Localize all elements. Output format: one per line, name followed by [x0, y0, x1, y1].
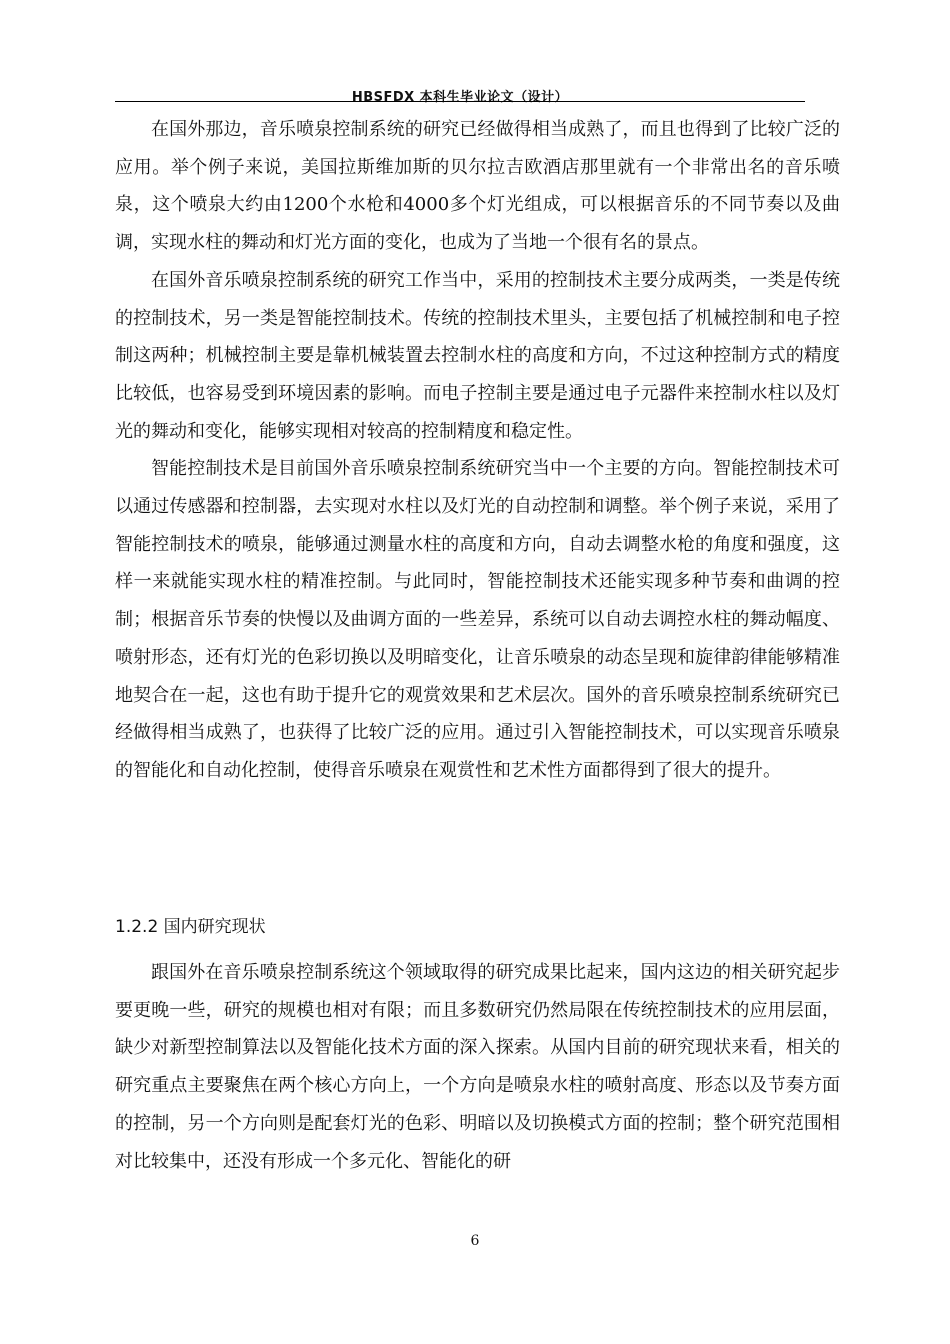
running-header: HBSFDX 本科生毕业论文（设计） [351, 90, 569, 105]
body-text-upper [115, 111, 840, 790]
page-number: 6 [470, 1233, 480, 1249]
section-heading: 1.2.2 国内研究现状 [115, 917, 266, 937]
body-text-lower [115, 954, 840, 1180]
paragraph-foreign-overview: 在国外那边，音乐喷泉控制系统的研究已经做得相当成熟了，而且也得到了比较广泛的应用。举个例子来说，美国拉斯维加斯的贝尔拉吉欧酒店那里就有一个非常出名的音乐喷泉，这个喷泉大约由1200个水枪和4000多个灯光组成，可以根据音乐的不同节奏以及曲调，实现水柱的舞动和灯光方面的变化，也成为了当地一个很有名的景点。 [115, 119, 840, 254]
header-divider [115, 101, 805, 102]
paragraph-domestic-status: 跟国外在音乐喷泉控制系统这个领域取得的研究成果比起来，国内这边的相关研究起步要更晚一些，研究的规模也相对有限；而且多数研究仍然局限在传统控制技术的应用层面，缺少对新型控制算法以及智能化技术方面的深入探索。从国内目前的研究现状来看，相关的研究重点主要聚焦在两个核心方向上，一个方向是喷泉水柱的喷射高度、形态以及节奏方面的控制，另一个方向则是配套灯光的色彩、明暗以及切换模式方面的控制；整个研究范围相对比较集中，还没有形成一个多元化、智能化的研 [115, 962, 840, 1172]
paragraph-intelligent-control: 智能控制技术是目前国外音乐喷泉控制系统研究当中一个主要的方向。智能控制技术可以通过传感器和控制器，去实现对水柱以及灯光的自动控制和调整。举个例子来说，采用了智能控制技术的喷泉，能够通过测量水柱的高度和方向，自动去调整水枪的角度和强度，这样一来就能实现水柱的精准控制。与此同时，智能控制技术还能实现多种节奏和曲调的控制；根据音乐节奏的快慢以及曲调方面的一些差异，系统可以自动去调控水柱的舞动幅度、喷射形态，还有灯光的色彩切换以及明暗变化，让音乐喷泉的动态呈现和旋律韵律能够精准地契合在一起，这也有助于提升它的观赏效果和艺术层次。国外的音乐喷泉控制系统研究已经做得相当成熟了，也获得了比较广泛的应用。通过引入智能控制技术，可以实现音乐喷泉的智能化和自动化控制，使得音乐喷泉在观赏性和艺术性方面都得到了很大的提升。 [115, 458, 840, 781]
paragraph-control-technologies: 在国外音乐喷泉控制系统的研究工作当中，采用的控制技术主要分成两类，一类是传统的控制技术，另一类是智能控制技术。传统的控制技术里头，主要包括了机械控制和电子控制这两种；机械控制主要是靠机械装置去控制水柱的高度和方向，不过这种控制方式的精度比较低，也容易受到环境因素的影响。而电子控制主要是通过电子元器件来控制水柱以及灯光的舞动和变化，能够实现相对较高的控制精度和稳定性。 [115, 269, 840, 442]
